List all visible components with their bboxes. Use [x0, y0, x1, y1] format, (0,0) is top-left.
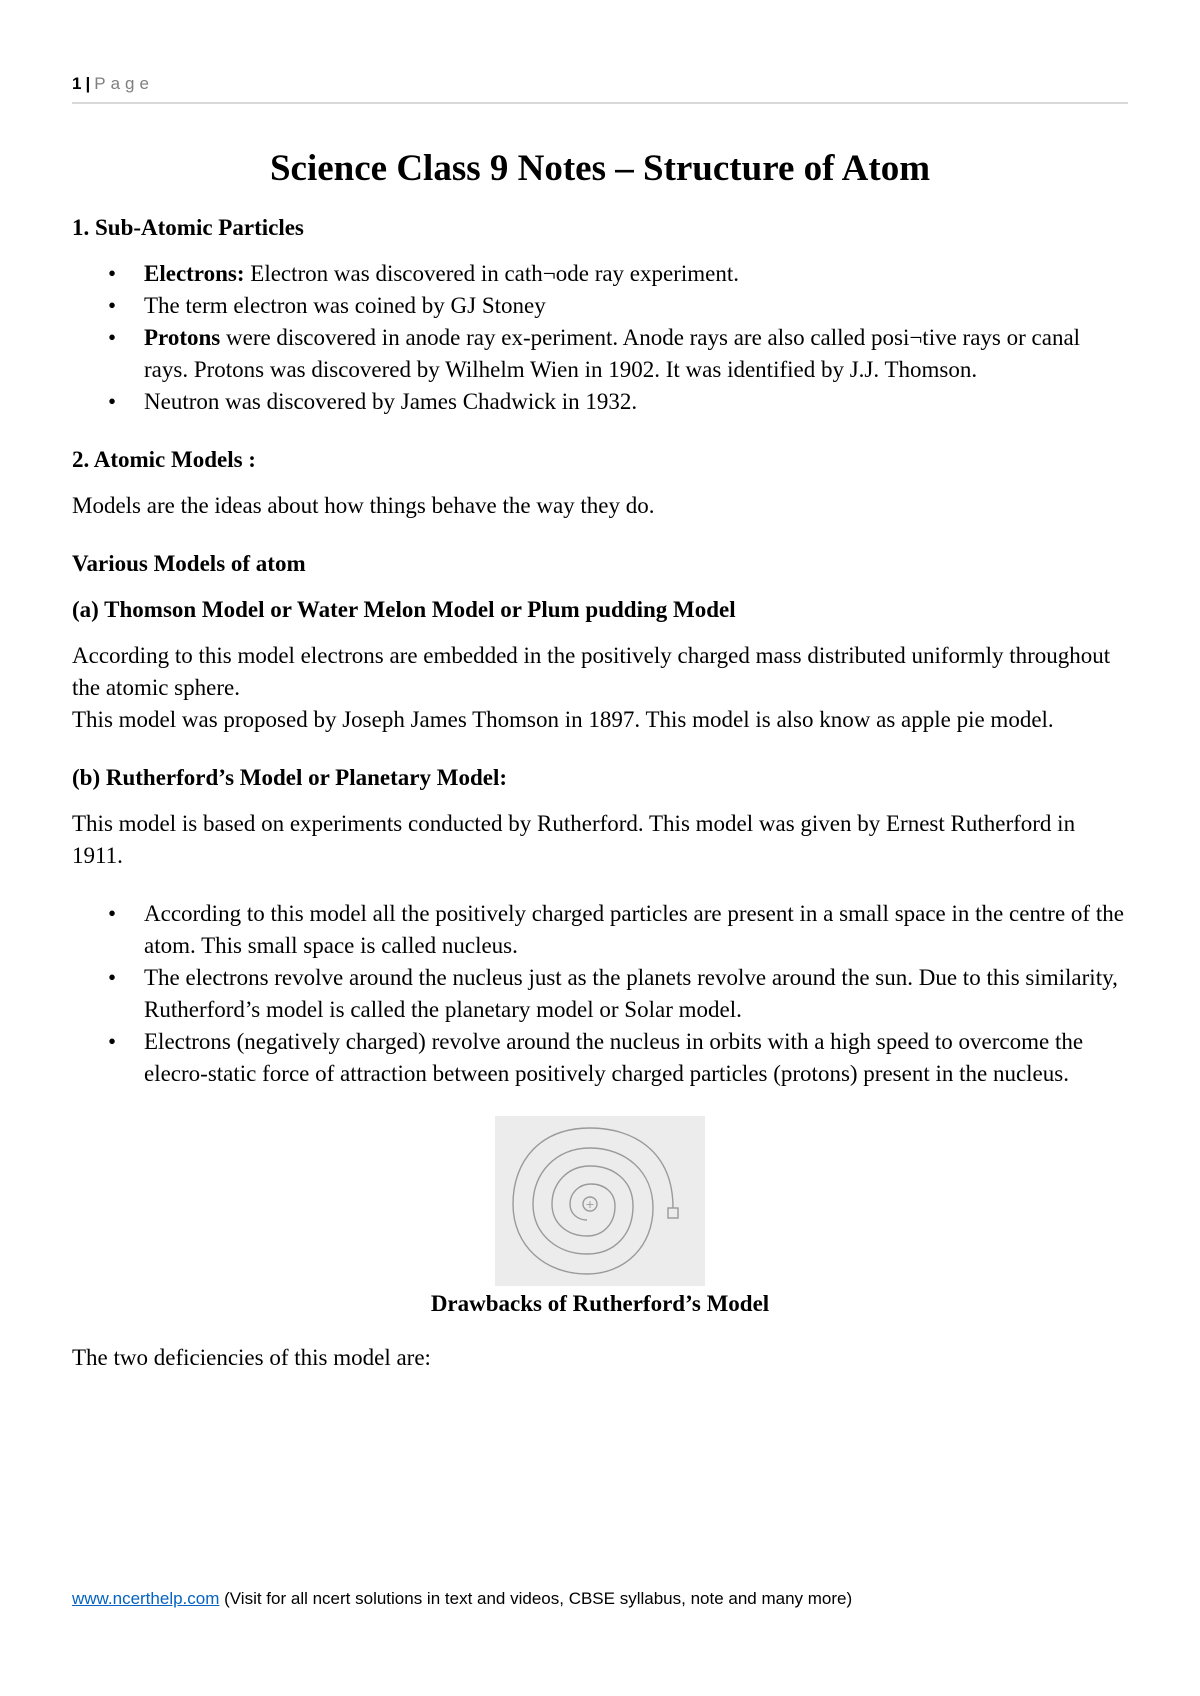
list-item: • Electrons (negatively charged) revolve around the nucleus in orbits with a high speed to overcome the elecro-static force of attraction between positively charged particles (protons) present in the nucleus.: [144, 1026, 1128, 1090]
list-item-text: The term electron was coined by GJ Stoney: [144, 293, 546, 318]
list-item: [144, 322, 1128, 386]
paragraph-rutherford-intro: This model is based on experiments conducted by Rutherford. This model was given by Ernest Rutherford in 1911.: [72, 811, 1076, 868]
subheading-various-models: Various Models of atom: [72, 551, 306, 576]
footer-link[interactable]: www.ncerthelp.com: [72, 1589, 220, 1608]
paragraph-drawbacks-intro: The two deficiencies of this model are:: [72, 1345, 431, 1370]
drawbacks-heading: Drawbacks of Rutherford’s Model: [430, 1291, 770, 1316]
term-protons: Protons: [144, 325, 221, 350]
list-item-text: were discovered in anode ray ex-periment. Anode rays are also called posi¬tive rays or canal rays. Protons was discovered by Wilhelm Wien in 1902. It was identified by J.J. Thomson.: [144, 325, 1081, 382]
term-electrons: Electrons:: [144, 261, 245, 286]
list-item-text: Neutron was discovered by James Chadwick in 1932.: [144, 389, 638, 414]
list-item: • According to this model all the positively charged particles are present in a small space in the centre of the atom. This small space is called nucleus.: [144, 898, 1128, 962]
rutherford-list: [72, 898, 1128, 1090]
paragraph-models-intro: Models are the ideas about how things behave the way they do.: [72, 493, 655, 518]
section-heading-atomic-models: 2. Atomic Models :: [72, 447, 256, 472]
page-number: 1: [72, 74, 82, 93]
subheading-rutherford-model: (b) Rutherford’s Model or Planetary Model:: [72, 765, 508, 790]
footer-text: (Visit for all ncert solutions in text and videos, CBSE syllabus, note and many more): [219, 1589, 853, 1608]
list-item: [144, 258, 1128, 290]
list-item-text: Electron was discovered in cath¬ode ray experiment.: [244, 261, 740, 286]
paragraph-thomson: [72, 640, 1128, 736]
page-footer: [72, 1589, 1152, 1609]
nucleus-plus-symbol: +: [585, 1198, 595, 1211]
page-separator: |: [85, 74, 91, 93]
spiral-orbit-figure: [495, 1116, 705, 1286]
document-title: Science Class 9 Notes – Structure of Atom: [269, 148, 931, 189]
document-body: [72, 144, 1128, 1400]
section-heading-subatomic: 1. Sub-Atomic Particles: [72, 215, 304, 240]
subheading-thomson-model: (a) Thomson Model or Water Melon Model or Plum pudding Model: [72, 597, 736, 622]
thomson-line-1: According to this model electrons are embedded in the positively charged mass distributed uniformly throughout the atomic sphere.: [72, 643, 1111, 700]
page-header: [72, 74, 1128, 104]
subatomic-list: [72, 258, 1128, 418]
thomson-line-2: This model was proposed by Joseph James Thomson in 1897. This model is also know as apple pie model.: [72, 707, 1054, 732]
list-item: [144, 386, 1128, 418]
list-item: • The electrons revolve around the nucleus just as the planets revolve around the sun. Due to this similarity, Rutherford’s model is called the planetary model or Solar model.: [144, 962, 1128, 1026]
list-item: [144, 290, 1128, 322]
page-label: Page: [94, 74, 154, 93]
